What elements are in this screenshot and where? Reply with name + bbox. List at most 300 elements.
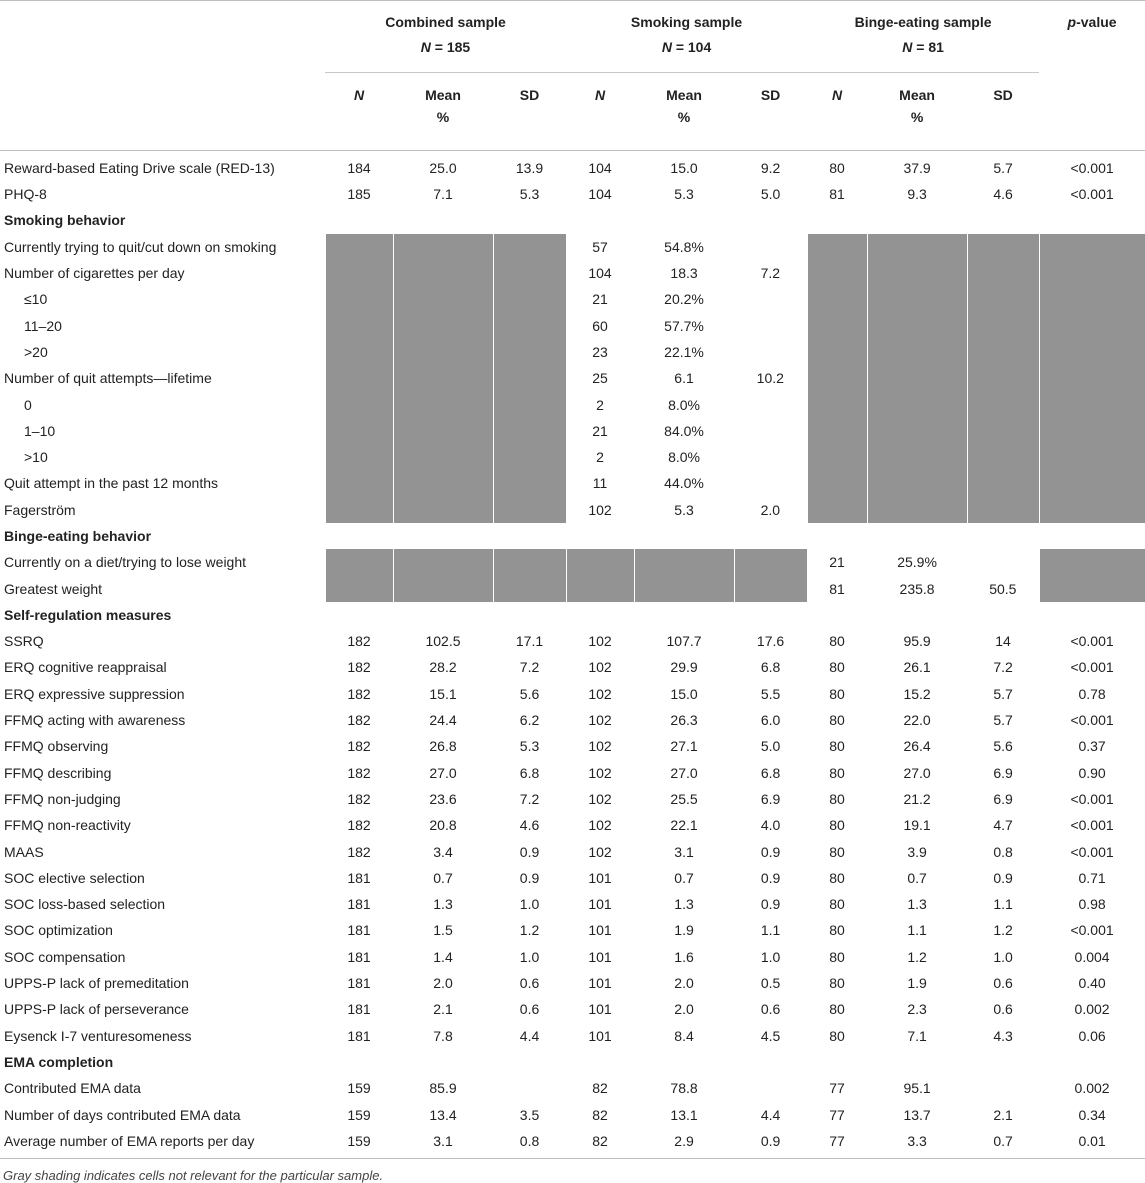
shaded-cell (493, 470, 566, 496)
data-cell: 107.7 (666, 633, 702, 650)
empty-cell (967, 602, 1039, 628)
shaded-cell (325, 549, 393, 575)
data-cell: 0.6 (760, 1001, 781, 1018)
empty-cell (566, 602, 634, 628)
table-row (0, 312, 1145, 338)
shaded-cell (867, 470, 967, 496)
data-cell: 182 (347, 817, 371, 834)
data-cell: 101 (588, 922, 612, 939)
shaded-cell (867, 365, 967, 391)
table-row (0, 1101, 1145, 1127)
data-cell: 22.0 (903, 712, 931, 729)
shaded-cell (807, 497, 867, 523)
data-cell: 13.1 (670, 1106, 698, 1123)
data-cell: 2.0 (433, 975, 453, 992)
data-cell: 1.3 (674, 896, 694, 913)
shaded-cell (325, 365, 393, 391)
empty-cell (634, 207, 734, 233)
data-cell: 27.0 (429, 764, 457, 781)
data-cell: <0.001 (1070, 922, 1114, 939)
subheader-mean: Mean % (634, 73, 734, 151)
data-cell (734, 286, 807, 312)
data-cell: 0.78 (1078, 685, 1106, 702)
data-cell: 0.6 (519, 975, 540, 992)
row-label: 0 (24, 396, 32, 413)
shaded-cell (393, 391, 493, 417)
data-cell: 13.7 (903, 1106, 931, 1123)
data-cell: 8.0% (668, 449, 700, 466)
row-label: Quit attempt in the past 12 months (4, 475, 219, 492)
data-cell: 81 (829, 186, 845, 203)
data-cell: 7.2 (519, 790, 540, 807)
data-cell (734, 418, 807, 444)
data-cell: 22.1% (664, 343, 704, 360)
shaded-cell (807, 470, 867, 496)
data-cell: 0.7 (907, 869, 927, 886)
shaded-cell (493, 339, 566, 365)
data-cell: 23.6 (429, 790, 457, 807)
data-cell: 159 (325, 1128, 393, 1159)
table-row (0, 470, 1145, 496)
data-cell: 6.8 (519, 764, 540, 781)
table-row (0, 944, 1145, 970)
data-cell: 95.9 (903, 633, 931, 650)
data-cell: 17.1 (515, 633, 544, 650)
data-cell: 102 (588, 790, 612, 807)
data-cell: 0.9 (519, 869, 540, 886)
empty-cell (566, 207, 634, 233)
data-cell: 1.4 (433, 948, 453, 965)
data-cell (734, 391, 807, 417)
data-cell: 4.6 (519, 817, 540, 834)
shaded-cell (325, 470, 393, 496)
data-cell: 82 (592, 1080, 608, 1097)
data-cell: <0.001 (1070, 843, 1114, 860)
shaded-cell (967, 312, 1039, 338)
shaded-cell (807, 260, 867, 286)
table-row (0, 365, 1145, 391)
table-row (0, 733, 1145, 759)
data-cell: 0.5 (760, 975, 781, 992)
empty-cell (393, 523, 493, 549)
row-label: Eysenck I-7 venturesomeness (4, 1027, 192, 1044)
table-row (0, 1128, 1145, 1159)
data-cell: 77 (829, 1080, 845, 1097)
data-cell: 101 (588, 1001, 612, 1018)
data-cell: 14 (995, 633, 1011, 650)
shaded-cell (325, 418, 393, 444)
row-label: PHQ-8 (4, 186, 47, 203)
table-row (0, 812, 1145, 838)
data-cell: <0.001 (1070, 817, 1114, 834)
table-row (0, 917, 1145, 943)
data-cell: 15.0 (670, 160, 698, 176)
shaded-cell (867, 260, 967, 286)
data-cell: 15.0 (670, 685, 698, 702)
data-cell: 0.6 (993, 975, 1013, 992)
empty-cell (325, 523, 393, 549)
shaded-cell (493, 391, 566, 417)
shaded-cell (967, 365, 1039, 391)
data-cell: 2.1 (993, 1106, 1013, 1123)
data-cell (734, 312, 807, 338)
data-cell: 0.9 (993, 869, 1013, 886)
data-cell: <0.001 (1070, 633, 1114, 650)
data-cell: 5.7 (993, 160, 1013, 176)
data-cell: 57 (592, 238, 608, 255)
shaded-cell (1039, 339, 1145, 365)
row-label: SOC optimization (4, 922, 113, 939)
row-label: ≤10 (24, 291, 48, 308)
data-cell: 182 (347, 633, 371, 650)
empty-cell (325, 207, 393, 233)
data-cell: 28.2 (429, 659, 457, 676)
data-cell: 6.9 (993, 764, 1013, 781)
data-cell: 5.7 (993, 712, 1013, 729)
data-cell: 101 (588, 1027, 612, 1044)
data-cell: 18.3 (670, 265, 698, 282)
table-row (0, 970, 1145, 996)
header-smoking-sample: Smoking sample N = 104 (566, 1, 807, 73)
data-cell: 50.5 (989, 580, 1017, 597)
shaded-cell (1039, 418, 1145, 444)
shaded-cell (493, 234, 566, 260)
shaded-cell (967, 260, 1039, 286)
data-cell: 6.9 (993, 790, 1013, 807)
empty-cell (967, 1049, 1039, 1075)
shaded-cell (807, 418, 867, 444)
shaded-cell (967, 444, 1039, 470)
data-cell: 0.6 (993, 1001, 1013, 1018)
data-cell: 1.0 (760, 948, 781, 965)
shaded-cell (325, 575, 393, 601)
data-cell: 6.0 (760, 712, 781, 729)
data-cell: 13.9 (515, 160, 544, 176)
subheader-sd: SD (967, 73, 1039, 151)
row-label: Currently trying to quit/cut down on smoking (4, 238, 277, 255)
table-row (0, 865, 1145, 891)
data-cell: 1.2 (907, 948, 927, 965)
data-cell: 102 (588, 712, 612, 729)
row-label: Reward-based Eating Drive scale (RED-13) (4, 160, 275, 176)
data-cell: 80 (829, 948, 845, 965)
data-cell: 1.2 (519, 922, 540, 939)
data-cell: 102 (588, 738, 612, 755)
data-cell: 24.4 (429, 712, 457, 729)
table-row (0, 996, 1145, 1022)
data-cell: 82 (566, 1128, 634, 1159)
subheader-sd: SD (493, 73, 566, 151)
data-cell: 4.5 (760, 1027, 781, 1044)
data-cell: 95.1 (903, 1080, 931, 1097)
data-cell: 0.37 (1078, 738, 1106, 755)
data-cell: 7.8 (433, 1027, 453, 1044)
shaded-cell (493, 312, 566, 338)
shaded-cell (393, 418, 493, 444)
shaded-cell (807, 444, 867, 470)
shaded-cell (393, 444, 493, 470)
data-cell: 101 (588, 869, 612, 886)
shaded-cell (1039, 470, 1145, 496)
data-cell: 21 (592, 422, 608, 439)
shaded-cell (967, 234, 1039, 260)
row-label: MAAS (4, 843, 44, 860)
data-cell: 101 (588, 896, 612, 913)
data-cell: 25.0 (429, 160, 457, 176)
empty-cell (867, 602, 967, 628)
shaded-cell (967, 497, 1039, 523)
data-cell: 2.1 (433, 1001, 453, 1018)
row-label: 11–20 (24, 317, 62, 334)
empty-cell (493, 602, 566, 628)
data-cell: 9.2 (760, 160, 781, 176)
data-cell: 4.6 (993, 186, 1013, 203)
data-cell: 0.01 (1039, 1128, 1145, 1159)
data-cell: 77 (829, 1106, 845, 1123)
row-label: SOC loss-based selection (4, 896, 166, 913)
data-cell: 9.3 (907, 186, 927, 203)
data-cell: 2.9 (634, 1128, 734, 1159)
data-cell: 80 (829, 160, 845, 176)
data-cell: 102 (588, 843, 612, 860)
data-cell: 0.40 (1078, 975, 1106, 992)
data-cell: 181 (347, 869, 371, 886)
empty-cell (807, 602, 867, 628)
shaded-cell (325, 444, 393, 470)
shaded-cell (967, 418, 1039, 444)
shaded-cell (734, 549, 807, 575)
header-blank-cell (1039, 73, 1145, 151)
header-p-value: p-value (1039, 1, 1145, 73)
shaded-cell (967, 391, 1039, 417)
data-cell: 80 (829, 790, 845, 807)
empty-cell (493, 207, 566, 233)
data-cell: 4.3 (993, 1027, 1013, 1044)
data-cell: 23 (592, 343, 608, 360)
data-cell: 20.2% (664, 291, 704, 308)
subheader-sd: SD (734, 73, 807, 151)
data-cell: 1.9 (674, 922, 694, 939)
data-cell: 102 (588, 659, 612, 676)
table-row (0, 234, 1145, 260)
data-cell: 182 (347, 790, 371, 807)
data-cell: 3.3 (867, 1128, 967, 1159)
data-cell: 0.7 (433, 869, 453, 886)
shaded-cell (807, 286, 867, 312)
data-cell (734, 444, 807, 470)
data-cell: 80 (829, 1027, 845, 1044)
shaded-cell (393, 312, 493, 338)
data-cell: 26.1 (903, 659, 931, 676)
data-cell: 101 (588, 948, 612, 965)
section-heading-row (0, 207, 1145, 233)
data-cell: 80 (829, 1001, 845, 1018)
shaded-cell (325, 312, 393, 338)
data-cell: 8.4 (674, 1027, 694, 1044)
data-cell: 1.9 (907, 975, 927, 992)
empty-cell (867, 207, 967, 233)
empty-cell (867, 1049, 967, 1075)
data-cell: 82 (592, 1106, 608, 1123)
section-heading: Binge-eating behavior (4, 528, 152, 544)
table-row (0, 786, 1145, 812)
table-row (0, 654, 1145, 680)
data-cell: 3.4 (433, 843, 453, 860)
data-cell: <0.001 (1070, 160, 1114, 176)
row-label: Average number of EMA reports per day (0, 1128, 325, 1159)
data-cell: 5.3 (674, 501, 694, 518)
data-cell: 1.1 (760, 922, 781, 939)
data-cell: 7.1 (433, 186, 453, 203)
empty-cell (1039, 602, 1145, 628)
shaded-cell (634, 575, 734, 601)
data-cell: 7.2 (993, 659, 1013, 676)
subheader-n: N (807, 73, 867, 151)
data-cell: 4.7 (993, 817, 1013, 834)
data-cell: 1.0 (519, 948, 540, 965)
data-cell: 2 (596, 396, 604, 413)
row-label: >10 (24, 449, 48, 466)
table-row (0, 151, 1145, 182)
data-cell: <0.001 (1070, 712, 1114, 729)
empty-cell (807, 1049, 867, 1075)
empty-cell (634, 1049, 734, 1075)
data-cell: 80 (829, 712, 845, 729)
data-cell: 5.5 (760, 685, 781, 702)
empty-cell (325, 1049, 393, 1075)
data-cell: 6.9 (760, 790, 781, 807)
data-cell: 104 (588, 186, 612, 203)
table-row (0, 707, 1145, 733)
data-cell: 26.4 (903, 738, 931, 755)
data-cell: 80 (829, 975, 845, 992)
data-cell: 182 (347, 712, 371, 729)
table-row (0, 760, 1145, 786)
data-cell: 26.3 (670, 712, 698, 729)
empty-cell (493, 523, 566, 549)
shaded-cell (867, 391, 967, 417)
data-cell: 184 (347, 160, 371, 176)
data-cell (734, 339, 807, 365)
shaded-cell (493, 418, 566, 444)
shaded-cell (1039, 365, 1145, 391)
header-binge-eating-sample: Binge-eating sample N = 81 (807, 1, 1039, 73)
empty-cell (734, 207, 807, 233)
empty-cell (393, 602, 493, 628)
shaded-cell (393, 497, 493, 523)
shaded-cell (867, 444, 967, 470)
data-cell: 5.0 (760, 738, 781, 755)
row-label: Currently on a diet/trying to lose weight (4, 554, 247, 571)
shaded-cell (1039, 286, 1145, 312)
shaded-cell (393, 339, 493, 365)
data-cell: 8.0% (668, 396, 700, 413)
data-cell: 102 (588, 685, 612, 702)
data-cell: 181 (347, 922, 371, 939)
shaded-cell (325, 497, 393, 523)
data-cell: 0.9 (760, 869, 781, 886)
data-cell: 0.9 (760, 843, 781, 860)
empty-cell (967, 523, 1039, 549)
shaded-cell (867, 418, 967, 444)
data-cell: 0.9 (519, 843, 540, 860)
empty-cell (493, 1049, 566, 1075)
data-cell: 80 (829, 685, 845, 702)
section-heading: Smoking behavior (4, 212, 126, 229)
table-row (0, 891, 1145, 917)
data-cell: 1.6 (674, 948, 694, 965)
data-cell: 1.0 (519, 896, 540, 913)
data-cell: 1.3 (907, 896, 927, 913)
subheader-mean: Mean % (867, 73, 967, 151)
empty-cell (1039, 1049, 1145, 1075)
empty-cell (393, 1049, 493, 1075)
data-cell: 80 (829, 896, 845, 913)
data-cell: 0.7 (967, 1128, 1039, 1159)
data-cell: 81 (829, 580, 845, 597)
shaded-cell (807, 391, 867, 417)
data-cell: 2.0 (674, 1001, 694, 1018)
data-cell: 13.4 (429, 1106, 457, 1123)
data-cell: 1.0 (993, 948, 1013, 965)
table-row (0, 681, 1145, 707)
data-cell: <0.001 (1070, 790, 1114, 807)
data-cell: 80 (829, 738, 845, 755)
row-label: 1–10 (24, 422, 56, 439)
empty-cell (1039, 523, 1145, 549)
data-cell: 6.1 (674, 370, 694, 387)
table-row (0, 497, 1145, 523)
data-cell: 1.1 (993, 896, 1013, 913)
empty-cell (867, 523, 967, 549)
data-cell: 182 (347, 738, 371, 755)
shaded-cell (393, 365, 493, 391)
data-cell: 2.3 (907, 1001, 927, 1018)
data-cell: 0.8 (493, 1128, 566, 1159)
data-cell: 0.6 (519, 1001, 540, 1018)
shaded-cell (1039, 444, 1145, 470)
data-cell: 0.90 (1078, 764, 1106, 781)
data-cell: 182 (347, 659, 371, 676)
shaded-cell (393, 575, 493, 601)
table-row (0, 260, 1145, 286)
data-cell: 15.2 (903, 685, 931, 702)
data-cell: 3.9 (907, 843, 927, 860)
data-cell: 5.6 (519, 685, 540, 702)
table-row (0, 628, 1145, 654)
data-cell: 0.9 (734, 1128, 807, 1159)
row-label: ERQ cognitive reappraisal (4, 659, 167, 676)
data-cell: 7.2 (519, 659, 540, 676)
shaded-cell (493, 497, 566, 523)
shaded-cell (393, 549, 493, 575)
shaded-cell (393, 470, 493, 496)
shaded-cell (1039, 234, 1145, 260)
empty-cell (566, 523, 634, 549)
row-label: SOC elective selection (4, 869, 145, 886)
shaded-cell (734, 575, 807, 601)
data-cell: 181 (347, 975, 371, 992)
shaded-cell (967, 470, 1039, 496)
shaded-cell (493, 444, 566, 470)
table-row (0, 418, 1145, 444)
data-cell: 60 (592, 317, 608, 334)
shaded-cell (1039, 497, 1145, 523)
shaded-cell (867, 286, 967, 312)
shaded-cell (1039, 312, 1145, 338)
data-cell (734, 1075, 807, 1101)
shaded-cell (967, 286, 1039, 312)
